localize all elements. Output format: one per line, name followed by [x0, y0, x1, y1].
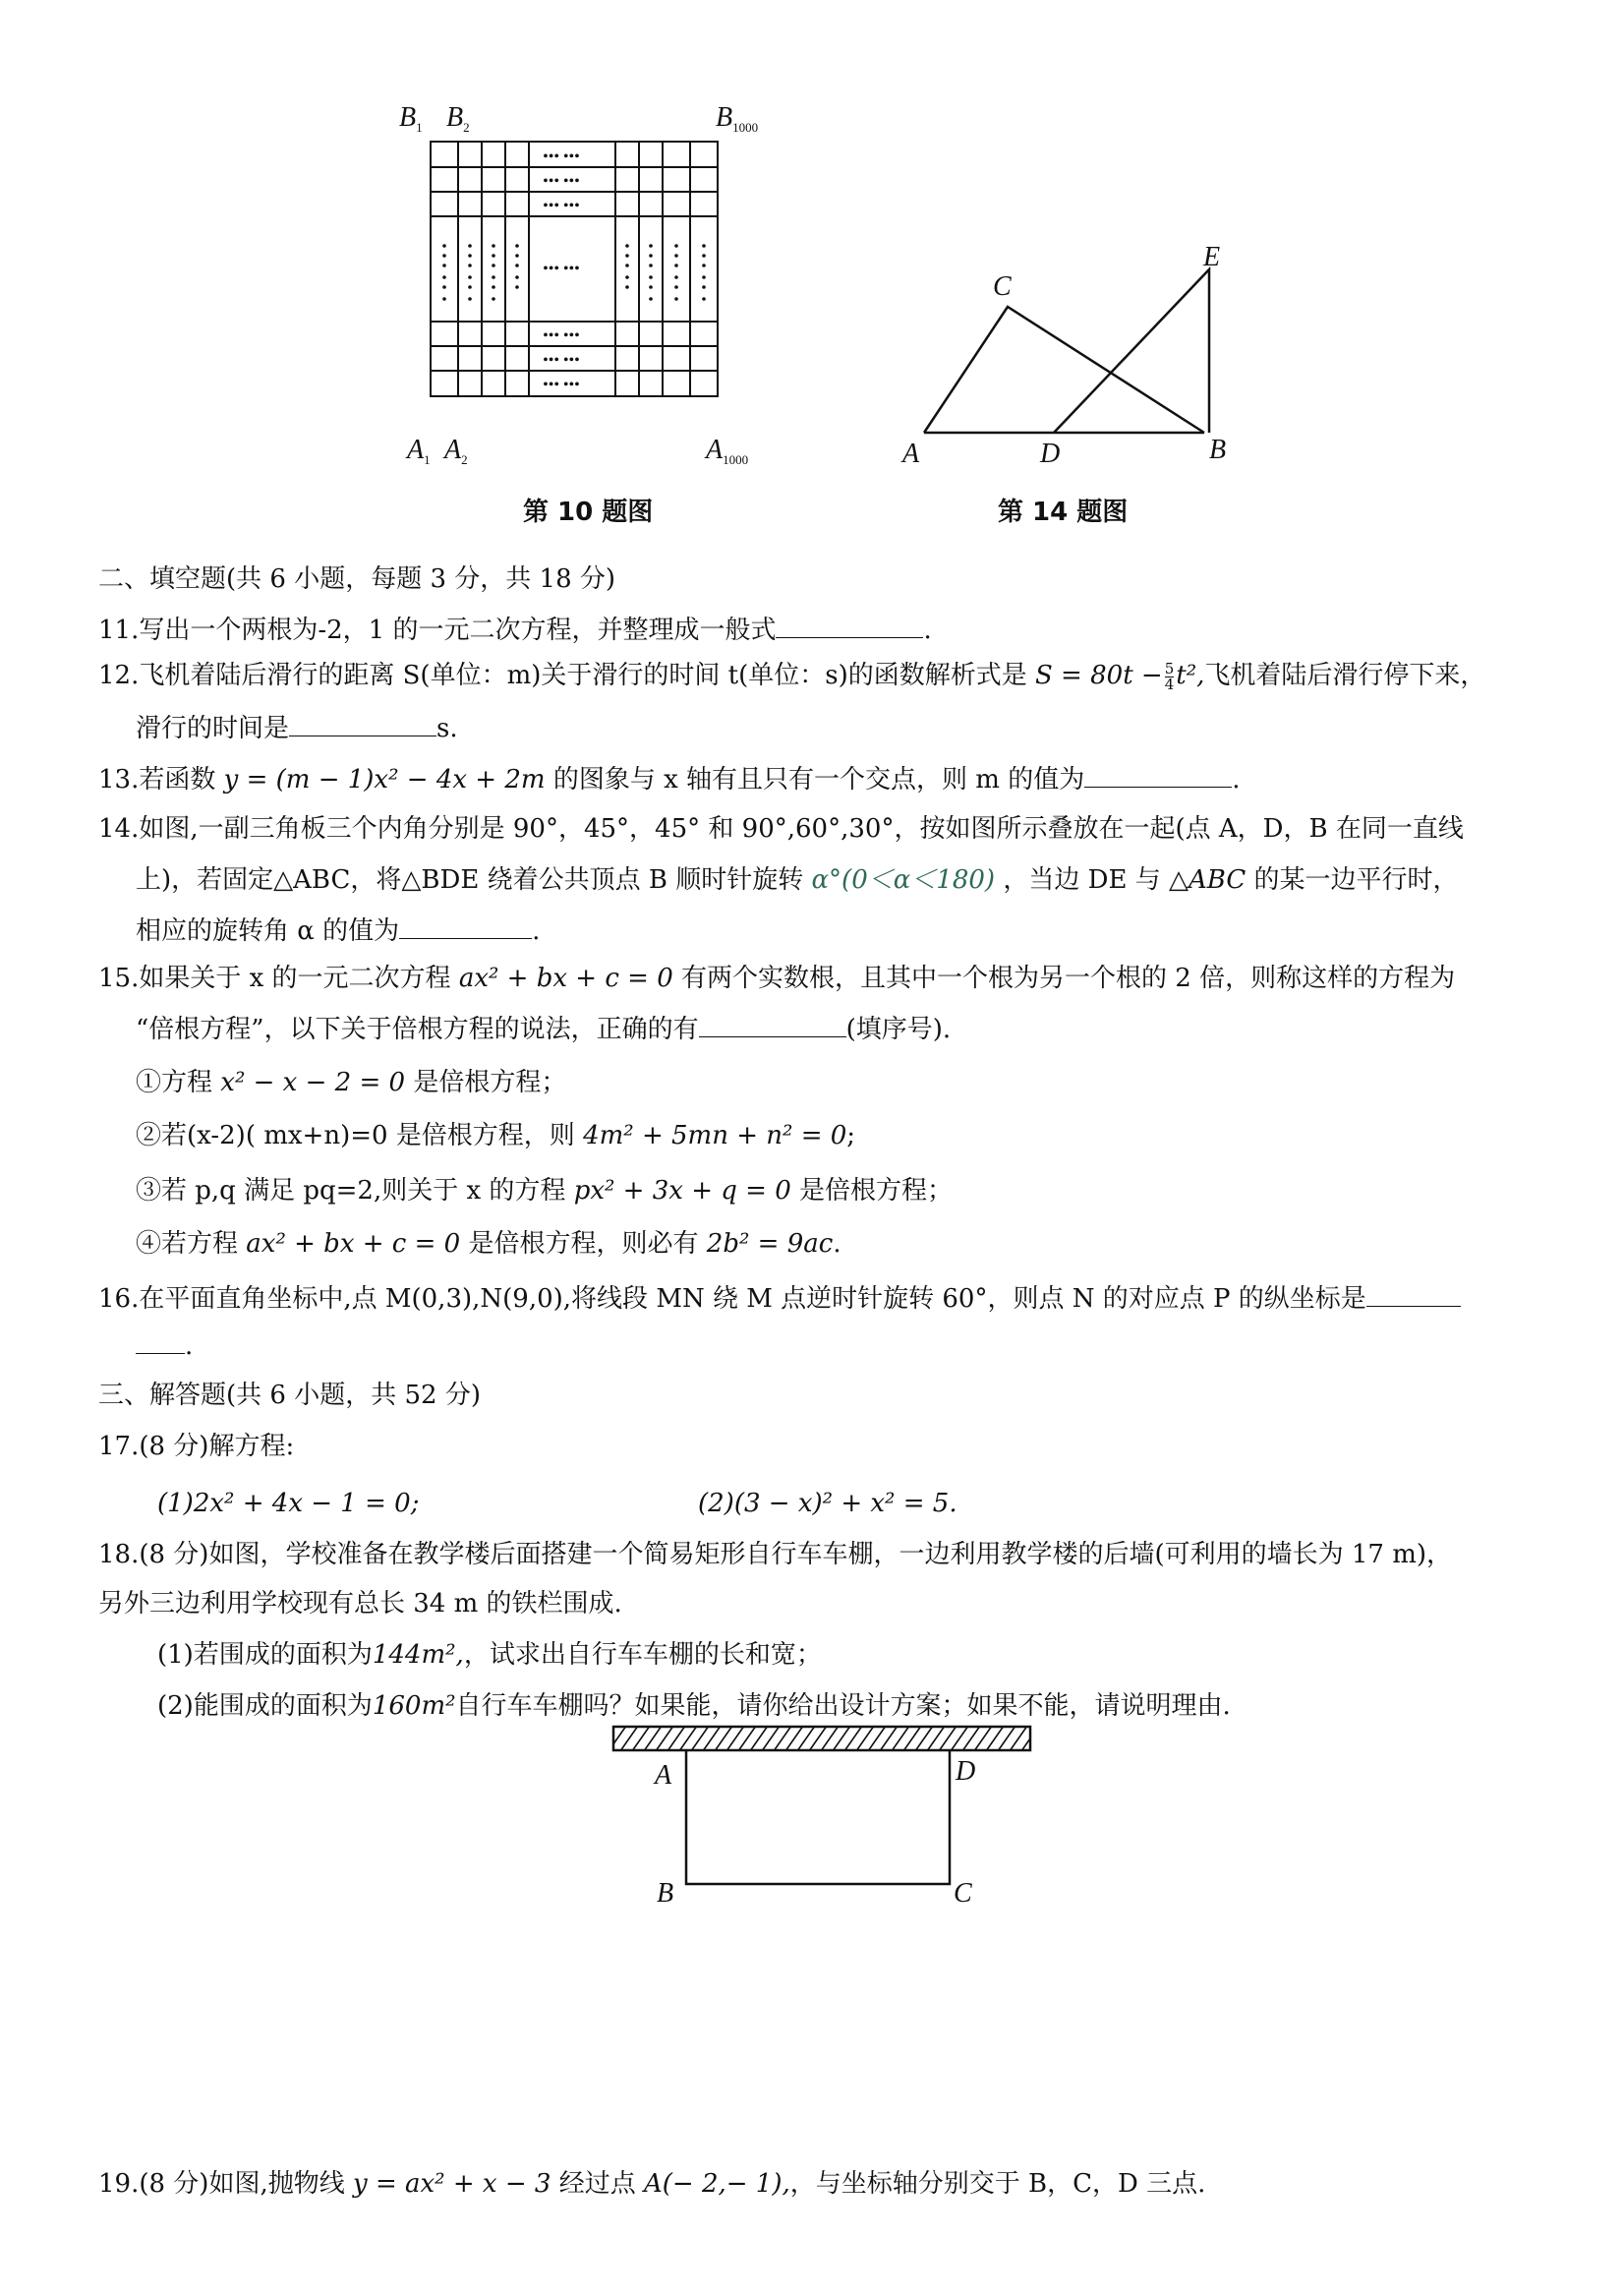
question-14-line3: 相应的旋转角 α 的值为 .: [136, 913, 540, 948]
question-14-line1: 14.如图,一副三角板三个内角分别是 90°，45°，45° 和 90°,60°,30°，按如图所示叠放在一起(点 A，D，B 在同一直线: [98, 814, 1464, 844]
answer-blank-12[interactable]: [289, 710, 436, 736]
question-19: 19.(8 分)如图,抛物线 y = ax² + x − 3 经过点 A(− 2,− 1),，与坐标轴分别交于 B，C，D 三点.: [98, 2169, 1206, 2199]
label-b1000: $B_{1000}$: [716, 102, 759, 135]
svg-text:••• •••: ••• •••: [543, 198, 580, 214]
question-12-line1: 12.飞机着陆后滑行的距离 S(单位：m)关于滑行的时间 t(单位：s)的函数解析式是 $S = 80t - \frac{5}{4}$ t²,飞机着陆后滑行停下来，: [98, 659, 1486, 693]
question-17-part-2: (2)(3 − x)² + x² = 5.: [698, 1489, 957, 1518]
section-2-title: 二、填空题(共 6 小题，每题 3 分，共 18 分): [98, 564, 616, 594]
figure-18-shed: [590, 1719, 1062, 1915]
tri-label-a: A: [902, 439, 920, 469]
shed-label-d: D: [956, 1756, 976, 1787]
answer-blank-16a[interactable]: [1366, 1280, 1461, 1307]
question-14-line2: 上)，若固定△ABC，将△BDE 绕着公共顶点 B 顺时针旋转 α°(0＜α＜180) ，当边 DE 与 △ABC 的某一边平行时，: [136, 865, 1459, 895]
shed-label-b: B: [657, 1878, 674, 1909]
label-a1000: $A_{1000}$: [706, 435, 749, 467]
question-15-option-2: ②若(x-2)( mx+n)=0 是倍根方程，则 4m² + 5mn + n² = 0;: [136, 1121, 856, 1150]
shed-label-a: A: [655, 1760, 672, 1791]
question-15-option-4: ④若方程 ax² + bx + c = 0 是倍根方程，则必有 2b² = 9ac.: [136, 1229, 841, 1259]
svg-text:••• •••: ••• •••: [543, 327, 580, 344]
shed-label-c: C: [954, 1878, 972, 1909]
figure-14-caption: 第 14 题图: [998, 498, 1129, 527]
label-a2: $A_2$: [444, 435, 468, 467]
question-12-line2: 滑行的时间是 s.: [136, 710, 458, 745]
tri-label-e: E: [1203, 242, 1221, 272]
question-18-part-2: (2)能围成的面积为160m²自行车车棚吗？如果能，请你给出设计方案；如果不能，请说明理由.: [157, 1691, 1231, 1721]
question-18-part-1: (1)若围成的面积为144m²,，试求出自行车车棚的长和宽；: [157, 1640, 822, 1670]
label-a1: $A_1$: [407, 435, 431, 467]
answer-blank-15[interactable]: [699, 1011, 846, 1037]
answer-blank-16b[interactable]: [136, 1327, 185, 1354]
question-16-line1: 16.在平面直角坐标中,点 M(0,3),N(9,0),将线段 MN 绕 M 点逆时针旋转 60°，则点 N 的对应点 P 的纵坐标是: [98, 1280, 1461, 1316]
label-b1: $B_1$: [399, 102, 423, 135]
question-18-line1: 18.(8 分)如图，学校准备在教学楼后面搭建一个简易矩形自行车车棚，一边利用教学楼的后墙(可利用的墙长为 17 m)，: [98, 1540, 1452, 1569]
section-3-title: 三、解答题(共 6 小题，共 52 分): [98, 1381, 481, 1410]
svg-text:••• •••: ••• •••: [543, 377, 580, 393]
tri-label-b: B: [1209, 435, 1227, 465]
question-16-line2: .: [136, 1327, 193, 1363]
answer-blank-11[interactable]: [776, 612, 923, 638]
figure-14-triangles: [885, 236, 1258, 472]
figure-10-grid: [393, 98, 806, 482]
answer-blank-14[interactable]: [399, 913, 532, 939]
question-15-line2: “倍根方程”，以下关于倍根方程的说法，正确的有 (填序号).: [136, 1011, 951, 1046]
question-18-line2: 另外三边利用学校现有总长 34 m 的铁栏围成.: [98, 1589, 622, 1619]
svg-text:••• •••: ••• •••: [543, 148, 580, 165]
question-13: 13.若函数 y = (m − 1)x² − 4x + 2m 的图象与 x 轴有且只有一个交点，则 m 的值为 .: [98, 761, 1240, 796]
question-17-part-1: (1)2x² + 4x − 1 = 0;: [157, 1489, 420, 1518]
question-11: 11.写出一个两根为-2，1 的一元二次方程，并整理成一般式 .: [98, 612, 932, 647]
question-15-option-3: ③若 p,q 满足 pq=2,则关于 x 的方程 px² + 3x + q = 0 是倍根方程；: [136, 1176, 954, 1206]
figure-10-caption: 第 10 题图: [523, 498, 654, 527]
question-15-option-1: ①方程 x² − x − 2 = 0 是倍根方程；: [136, 1068, 567, 1097]
answer-blank-13[interactable]: [1084, 761, 1232, 788]
question-17-title: 17.(8 分)解方程:: [98, 1432, 295, 1461]
svg-text:••• •••: ••• •••: [543, 261, 580, 277]
question-15-line1: 15.如果关于 x 的一元二次方程 ax² + bx + c = 0 有两个实数根，且其中一个根为另一个根的 2 倍，则称这样的方程为: [98, 964, 1456, 993]
tri-label-c: C: [993, 271, 1012, 302]
svg-text:••• •••: ••• •••: [543, 352, 580, 369]
label-b2: $B_2$: [446, 102, 470, 135]
svg-text:••• •••: ••• •••: [543, 173, 580, 190]
tri-label-d: D: [1040, 439, 1061, 469]
